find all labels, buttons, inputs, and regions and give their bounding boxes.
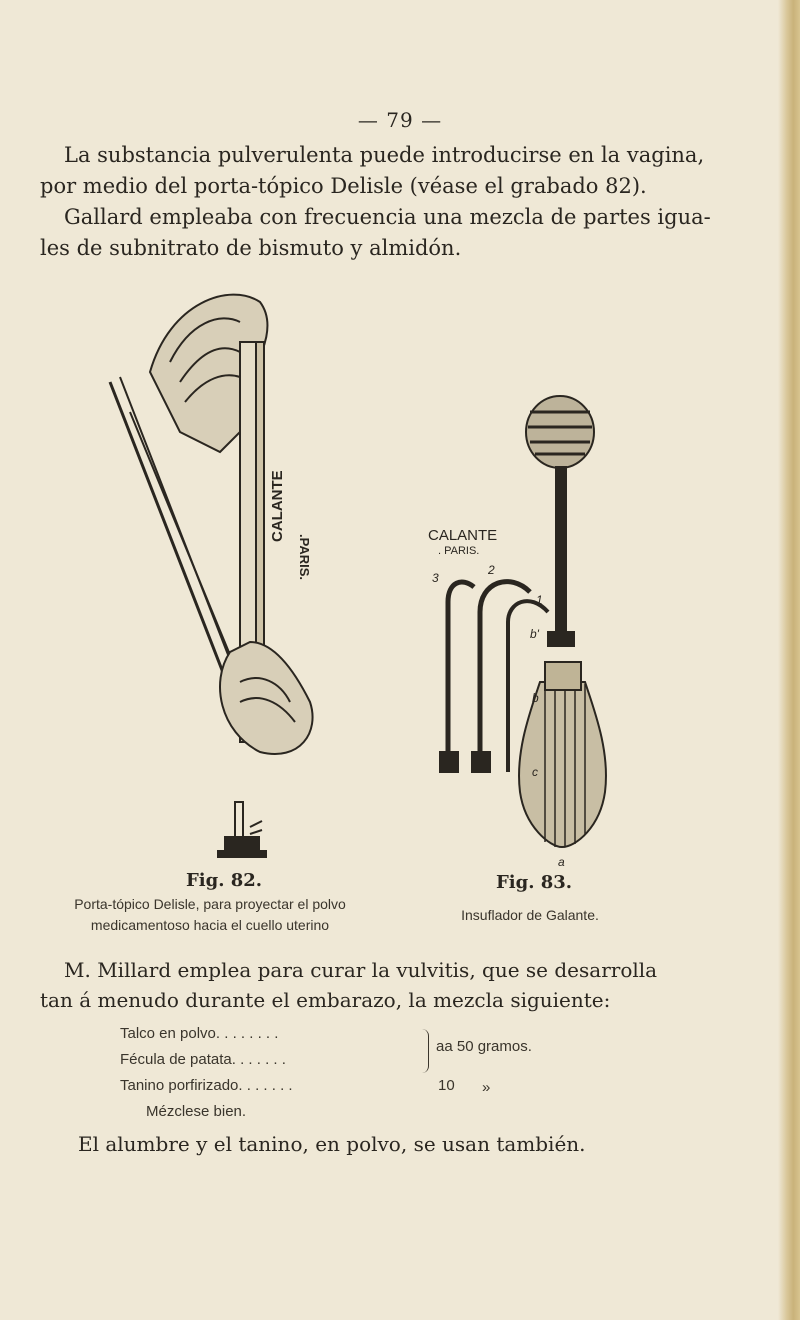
- fig83-label: 2: [488, 563, 495, 577]
- fig83-label: c: [532, 765, 538, 779]
- fig83-label: a: [558, 855, 565, 869]
- recipe-quantity: 10: [438, 1077, 455, 1094]
- recipe-shared-quantity: aa 50 gramos.: [436, 1038, 532, 1055]
- fig82-engraving-text: .PARIS.: [297, 534, 312, 580]
- recipe-item: Fécula de patata. . . . . . .: [120, 1051, 286, 1068]
- text-line: tan á menudo durante el embarazo, la mezcla siguiente:: [40, 988, 611, 1012]
- fig83-engraving-text: . PARIS.: [438, 545, 480, 557]
- text-line: Gallard empleaba con frecuencia una mezcla de partes igua-: [64, 205, 711, 229]
- text-line: les de subnitrato de bismuto y almidón.: [40, 236, 462, 260]
- text-line: La substancia pulverulenta puede introducirse en la vagina,: [64, 143, 705, 167]
- text-line: M. Millard emplea para curar la vulvitis, que se desarrolla: [64, 958, 658, 982]
- paragraph-intro: [40, 140, 711, 264]
- paragraph-millard: [40, 955, 720, 1015]
- final-line: El alumbre y el tanino, en polvo, se usan también.: [78, 1132, 586, 1156]
- fig83-label: b: [532, 691, 539, 705]
- recipe-item: Talco en polvo. . . . . . . .: [120, 1025, 279, 1042]
- recipe-item: Tanino porfirizado. . . . . . .: [120, 1077, 293, 1094]
- fig82-caption: [40, 894, 380, 936]
- fig83-label: b': [530, 627, 539, 641]
- caption-line: medicamentoso hacia el cuello uterino: [90, 917, 330, 933]
- fig83-title: Fig. 83.: [496, 872, 573, 893]
- recipe-unit: »: [482, 1079, 491, 1096]
- fig83-illustration: [440, 396, 606, 847]
- fig83-caption: Insuflador de Galante.: [461, 907, 599, 923]
- engravings: [90, 282, 650, 882]
- caption-line: Porta-tópico Delisle, para proyectar el polvo: [74, 896, 346, 912]
- brace: [422, 1029, 429, 1073]
- fig83-label: 3: [432, 571, 439, 585]
- fig83-label: 1: [536, 593, 543, 607]
- fig82-engraving-text: CALANTE: [269, 470, 286, 542]
- recipe-instruction: Mézclese bien.: [146, 1103, 247, 1120]
- text-line: por medio del porta-tópico Delisle (véase el grabado 82).: [40, 174, 647, 198]
- fig82-title: Fig. 82.: [186, 870, 263, 891]
- fig82-illustration: [110, 295, 313, 857]
- fig83-engraving-text: CALANTE: [428, 527, 498, 544]
- page-edge: [778, 0, 800, 1320]
- page-number: — 79 —: [357, 108, 443, 132]
